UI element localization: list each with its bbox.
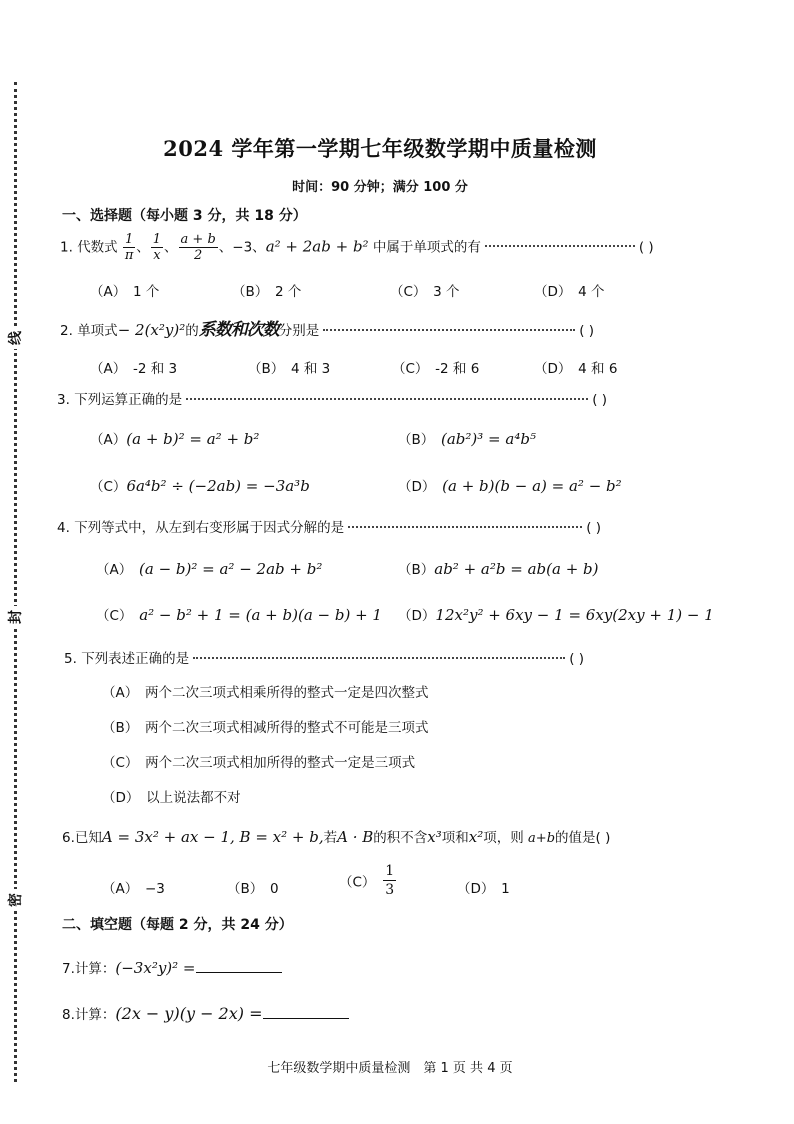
question-text: 8.计算： xyxy=(62,1007,116,1023)
question-text: 项和 xyxy=(441,830,469,846)
option-value: 1 xyxy=(501,881,510,897)
math-expression: (2x − y)(y − 2x) = xyxy=(115,1004,263,1023)
q3-option-c[interactable] xyxy=(90,475,310,495)
option-label: （D） xyxy=(457,881,488,897)
q3-option-a[interactable] xyxy=(90,428,259,448)
option-label: （A） xyxy=(90,432,127,448)
question-text: 的值是 xyxy=(555,830,596,846)
math-expression: a² + 2ab + b² xyxy=(265,237,369,256)
q2-option-d[interactable]: （D） 4 和 6 xyxy=(534,361,618,377)
question-3 xyxy=(57,388,607,408)
q6-option-d[interactable] xyxy=(457,877,510,897)
leader-dots xyxy=(186,398,588,400)
q5-option-b[interactable]: （B） 两个二次三项式相减所得的整式不可能是三项式 xyxy=(102,720,429,736)
math-expression: (a + b)(b − a) = a² − b² xyxy=(442,477,622,495)
math-expression: (a + b)² = a² + b² xyxy=(126,430,260,448)
binding-char-seal: 封 xyxy=(5,606,25,628)
q4-option-a[interactable] xyxy=(96,558,322,578)
option-label: （C） xyxy=(96,608,126,624)
question-number: 3. xyxy=(57,392,70,408)
option-label: （D） xyxy=(398,608,436,624)
question-text: 的积不含 xyxy=(373,830,428,846)
option-value: 0 xyxy=(270,881,279,897)
fraction-1-over-x: $\frac{1}{x}$ xyxy=(152,232,162,263)
binding-char-line: 线 xyxy=(5,327,25,349)
q4-option-c[interactable] xyxy=(96,604,382,624)
leader-dots xyxy=(485,245,635,247)
math-expression: a+b xyxy=(528,831,556,846)
leader-dots xyxy=(193,657,565,659)
option-value: −3 xyxy=(145,881,165,897)
fraction-1-over-pi: $\frac{1}{\pi}$ xyxy=(124,232,134,263)
q6-option-b[interactable] xyxy=(227,877,279,897)
exam-time-info: 时间：90 分钟；满分 100 分 xyxy=(292,180,468,195)
leader-dots xyxy=(323,329,575,331)
option-label: （A） xyxy=(102,881,132,897)
math-expression: − 2(x²y)² xyxy=(117,321,186,339)
page-title: 2024 学年第一学期七年级数学期中质量检测 xyxy=(163,136,597,161)
binding-dotted-line xyxy=(14,82,17,1082)
question-6 xyxy=(62,826,610,846)
question-text: 若 xyxy=(323,830,338,846)
q1-option-b[interactable]: （B） 2 个 xyxy=(232,284,302,300)
q4-option-d[interactable] xyxy=(398,604,714,624)
option-label: （B） xyxy=(227,881,257,897)
question-text: 项，则 xyxy=(483,830,524,846)
option-label: （A） xyxy=(96,562,126,578)
question-1: 1. 代数式 $\frac{1}{\pi}$ 、 $\frac{1}{x}$ 、 $\frac{a + b}{2}$ 、−3、a² + 2ab + b² 中属于单项式的有 ( ) xyxy=(60,232,654,263)
question-text: 单项式 xyxy=(77,323,118,339)
option-label: （C） xyxy=(339,874,369,891)
math-expression: A = 3x² + ax − 1, B = x² + b, xyxy=(101,828,324,846)
q2-option-c[interactable]: （C） -2 和 6 xyxy=(392,361,480,377)
answer-blank[interactable] xyxy=(263,1004,349,1019)
q1-option-d[interactable]: （D） 4 个 xyxy=(534,284,605,300)
leader-dots xyxy=(348,526,582,528)
question-8 xyxy=(62,1003,349,1023)
question-text: 代数式 xyxy=(77,239,118,256)
question-text: 下列运算正确的是 xyxy=(74,392,183,408)
q5-option-c[interactable]: （C） 两个二次三项式相加所得的整式一定是三项式 xyxy=(102,755,416,771)
question-2 xyxy=(60,315,594,340)
answer-parentheses[interactable]: ( ) xyxy=(579,323,595,339)
question-number: 4. xyxy=(57,520,70,536)
question-7 xyxy=(62,957,282,977)
answer-parentheses[interactable]: ( ) xyxy=(595,830,611,846)
handwritten-annotation: 系数和次数 xyxy=(198,320,279,340)
fraction-a-plus-b-over-2: $\frac{a + b}{2}$ xyxy=(180,232,216,263)
question-number: 1. xyxy=(60,239,73,256)
question-text: 已知 xyxy=(74,830,102,846)
q2-option-b[interactable]: （B） 4 和 3 xyxy=(248,361,331,377)
fraction-one-third: $\frac{1}{3}$ xyxy=(385,863,395,898)
option-label: （D） xyxy=(398,479,429,495)
section-heading-fill-in: 二、填空题（每题 2 分，共 24 分） xyxy=(62,917,293,933)
math-expression: x³ xyxy=(427,828,442,846)
q3-option-b[interactable] xyxy=(398,428,536,448)
question-number: 2. xyxy=(60,323,73,339)
question-number: 6. xyxy=(62,830,75,846)
binding-char-secret: 密 xyxy=(5,889,25,911)
q5-option-a[interactable]: （A） 两个二次三项式相乘所得的整式一定是四次整式 xyxy=(102,685,429,701)
section-heading-choice: 一、选择题（每小题 3 分，共 18 分） xyxy=(62,208,307,224)
option-label: （C） xyxy=(90,479,127,495)
question-text: 中属于单项式的有 xyxy=(372,239,481,256)
q6-option-c[interactable] xyxy=(339,862,397,899)
question-text: 下列表述正确的是 xyxy=(81,651,190,667)
question-text: 分别是 xyxy=(278,323,320,339)
math-expression: x² xyxy=(468,828,484,846)
q4-option-b[interactable] xyxy=(398,558,599,578)
question-4 xyxy=(57,516,601,536)
math-expression: 6a⁴b² ÷ (−2ab) = −3a³b xyxy=(126,477,310,495)
math-expression: ab² + a²b = ab(a + b) xyxy=(434,560,599,578)
question-5 xyxy=(64,647,584,667)
q2-option-a[interactable]: （A） -2 和 3 xyxy=(90,361,178,377)
answer-blank[interactable] xyxy=(196,958,282,973)
q6-option-a[interactable] xyxy=(102,877,165,897)
answer-parentheses[interactable]: ( ) xyxy=(592,392,608,408)
page-footer: 七年级数学期中质量检测 第 1 页 共 4 页 xyxy=(267,1061,513,1076)
question-text: 下列等式中，从左到右变形属于因式分解的是 xyxy=(74,520,345,536)
question-text: 7.计算： xyxy=(62,961,116,977)
question-text: 的 xyxy=(185,323,199,339)
q3-option-d[interactable] xyxy=(398,475,622,495)
question-number: 5. xyxy=(64,651,77,667)
option-label: （B） xyxy=(398,432,428,448)
q1-option-c[interactable]: （C） 3 个 xyxy=(390,284,460,300)
math-expression: (a − b)² = a² − 2ab + b² xyxy=(139,560,323,578)
answer-parentheses[interactable]: ( ) xyxy=(586,520,602,536)
math-expression: (ab²)³ = a⁴b⁵ xyxy=(441,430,536,448)
math-expression: a² − b² + 1 = (a + b)(a − b) + 1 xyxy=(139,606,382,624)
question-text: 、−3、 xyxy=(218,239,266,256)
option-label: （B） xyxy=(398,562,435,578)
q1-option-a[interactable]: （A） 1 个 xyxy=(90,284,160,300)
math-expression: (−3x²y)² = xyxy=(115,959,196,977)
answer-parentheses[interactable]: ( ) xyxy=(638,239,654,256)
math-expression: 12x²y² + 6xy − 1 = 6xy(2xy + 1) − 1 xyxy=(435,606,714,624)
answer-parentheses[interactable]: ( ) xyxy=(569,651,585,667)
q5-option-d[interactable]: （D） 以上说法都不对 xyxy=(102,790,241,806)
math-expression: A · B xyxy=(337,828,374,846)
